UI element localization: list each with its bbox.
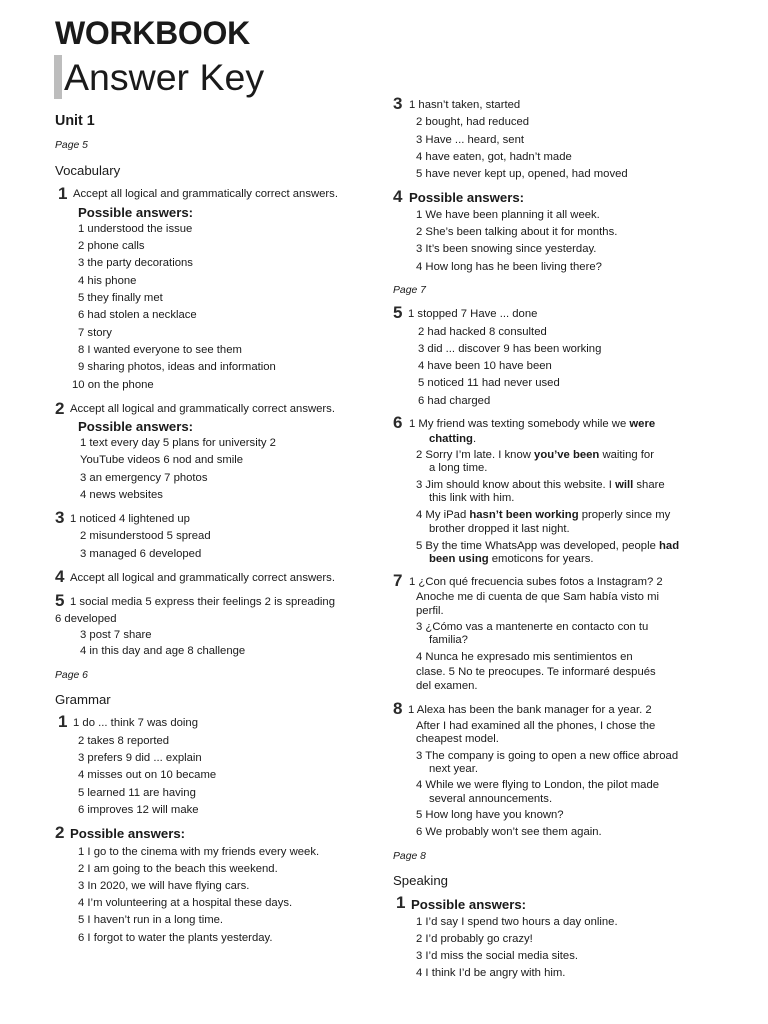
answer-line: 2 phone calls — [78, 240, 145, 252]
possible-answers-label: Possible answers: — [78, 205, 194, 220]
text-run: share — [633, 479, 665, 491]
unit-heading: Unit 1 — [55, 113, 95, 129]
exercise-number: 1 — [396, 893, 406, 912]
page-label-5: Page 5 — [55, 140, 88, 151]
page-label-7: Page 7 — [393, 285, 426, 296]
exercise-instruction: Accept all logical and grammatically correct answers. — [70, 403, 335, 415]
bold-run: hasn’t been working — [469, 509, 579, 521]
exercise-number: 5 — [393, 303, 403, 322]
answer-line — [416, 540, 679, 553]
text-run: properly since my — [578, 509, 671, 521]
page-label-8: Page 8 — [393, 851, 426, 862]
answer-line: After I had examined all the phones, I chose the — [416, 720, 656, 732]
section-vocabulary: Vocabulary — [55, 163, 121, 178]
exercise-number: 1 — [58, 712, 68, 731]
title-accent-bar — [54, 55, 62, 99]
answer-line: 4 in this day and age 8 challenge — [80, 645, 246, 657]
bold-run: been using — [429, 553, 489, 565]
bold-run: you’ve been — [534, 449, 600, 461]
answer-line: 3 I’d miss the social media sites. — [416, 950, 578, 962]
answer-line: 2 I’d probably go crazy! — [416, 933, 533, 945]
answer-line: 5 How long have you known? — [416, 809, 564, 821]
section-speaking: Speaking — [393, 873, 448, 888]
answer-line: 1 ¿Con qué frecuencia subes fotos a Instagram? 2 — [409, 576, 663, 588]
exercise-number: 6 — [393, 413, 403, 432]
answer-line: 4 How long has he been living there? — [416, 261, 602, 273]
answer-line: 5 noticed 11 had never used — [418, 377, 560, 389]
bold-run: had — [659, 540, 680, 552]
answer-line: 1 understood the issue — [78, 223, 193, 235]
answer-line: 5 they finally met — [78, 292, 163, 304]
answer-line: del examen. — [416, 680, 478, 692]
answer-line: 1 Alexa has been the bank manager for a year. 2 — [408, 704, 652, 716]
text-run: 4 My iPad — [416, 509, 470, 521]
answer-line: 6 had stolen a necklace — [78, 309, 197, 321]
answer-line: cheapest model. — [416, 733, 499, 745]
answer-line: clase. 5 No te preocupes. Te informaré después — [416, 666, 656, 678]
answer-line: 2 had hacked 8 consulted — [418, 326, 547, 338]
answer-line: 1 noticed 4 lightened up — [70, 513, 190, 525]
exercise-number: 4 — [55, 567, 65, 586]
answer-line: 5 I haven’t run in a long time. — [78, 914, 224, 926]
answer-line: 1 I go to the cinema with my friends every week. — [78, 846, 320, 858]
exercise-number: 3 — [55, 508, 65, 527]
possible-answers-label: Possible answers: — [409, 190, 525, 205]
answer-line: 4 I think I’d be angry with him. — [416, 967, 566, 979]
answer-line: 1 hasn’t taken, started — [409, 99, 521, 111]
answer-line — [429, 553, 594, 566]
answer-line: 1 text every day 5 plans for university 2 — [80, 437, 276, 449]
text-run: 1 My friend was texting somebody while we — [409, 418, 630, 430]
section-grammar: Grammar — [55, 692, 111, 707]
possible-answers-label: Possible answers: — [70, 826, 186, 841]
text-run: 5 By the time WhatsApp was developed, people — [416, 540, 660, 552]
answer-line: 1 do ... think 7 was doing — [73, 717, 198, 729]
possible-answers-label: Possible answers: — [78, 419, 194, 434]
answer-line: 3 Have ... heard, sent — [416, 134, 525, 146]
text-run: emoticons for years. — [488, 553, 594, 565]
answer-line: 1 We have been planning it all week. — [416, 209, 600, 221]
answer-line: Anoche me di cuenta de que Sam había visto mi — [416, 591, 660, 603]
text-run: waiting for — [599, 449, 654, 461]
answer-line: familia? — [429, 634, 468, 646]
answer-line: 5 learned 11 are having — [78, 787, 196, 799]
answer-line: 2 takes 8 reported — [78, 735, 170, 747]
answer-line: 7 story — [78, 327, 112, 339]
answer-line: 3 the party decorations — [78, 257, 193, 269]
page-label-6: Page 6 — [55, 670, 88, 681]
exercise-number: 1 — [58, 184, 68, 203]
exercise-instruction: Accept all logical and grammatically correct answers. — [73, 188, 338, 200]
bold-run: will — [615, 479, 634, 491]
answer-line: 3 In 2020, we will have flying cars. — [78, 880, 250, 892]
answer-line: 3 did ... discover 9 has been working — [418, 343, 602, 355]
answer-line: 1 stopped 7 Have ... done — [408, 308, 538, 320]
exercise-number: 3 — [393, 94, 403, 113]
answer-line: 4 have eaten, got, hadn’t made — [416, 151, 572, 163]
answer-key-title: Answer Key — [64, 56, 265, 98]
text-run: 3 Jim should know about this website. I — [416, 479, 616, 491]
answer-line: YouTube videos 6 nod and smile — [80, 454, 244, 466]
answer-line: 3 ¿Cómo vas a mantenerte en contacto con tu — [416, 621, 649, 633]
exercise-number: 7 — [393, 571, 403, 590]
answer-line: 3 prefers 9 did ... explain — [78, 752, 202, 764]
answer-line — [416, 479, 665, 492]
answer-line: 3 The company is going to open a new office abroad — [416, 750, 679, 762]
answer-line: 2 She’s been talking about it for months. — [416, 226, 618, 238]
answer-line: 4 Nunca he expresado mis sentimientos en — [416, 651, 633, 663]
answer-line: 4 While we were flying to London, the pilot made — [416, 779, 660, 791]
answer-line: 4 misses out on 10 became — [78, 769, 217, 781]
possible-answers-label: Possible answers: — [411, 897, 527, 912]
answer-line: 4 I’m volunteering at a hospital these days. — [78, 897, 293, 909]
exercise-instruction: Accept all logical and grammatically correct answers. — [70, 572, 335, 584]
answer-line: 2 bought, had reduced — [416, 116, 530, 128]
answer-line: a long time. — [429, 462, 488, 474]
answer-line: 10 on the phone — [72, 379, 154, 391]
exercise-number: 4 — [393, 187, 403, 206]
answer-line: 4 his phone — [78, 275, 137, 287]
bold-run: chatting — [429, 433, 473, 445]
answer-line: 5 have never kept up, opened, had moved — [416, 168, 628, 180]
answer-line: perfil. — [416, 605, 444, 617]
answer-line: 3 post 7 share — [80, 629, 152, 641]
answer-line: 2 I am going to the beach this weekend. — [78, 863, 278, 875]
answer-line: 6 had charged — [418, 395, 491, 407]
answer-line: 1 social media 5 express their feelings 2 is spreading — [70, 596, 335, 608]
text-run: 2 Sorry I’m late. I know — [416, 449, 535, 461]
answer-line — [416, 509, 670, 522]
workbook-title: WORKBOOK — [55, 15, 250, 51]
exercise-number: 2 — [55, 823, 65, 842]
answer-line: next year. — [429, 763, 478, 775]
answer-line: 3 managed 6 developed — [80, 548, 202, 560]
answer-line: 4 news websites — [80, 489, 163, 501]
answer-line: 6 I forgot to water the plants yesterday. — [78, 932, 273, 944]
answer-line: this link with him. — [429, 492, 515, 504]
answer-line: 6 We probably won’t see them again. — [416, 826, 602, 838]
answer-line — [429, 433, 476, 446]
exercise-number: 5 — [55, 591, 65, 610]
answer-line — [409, 418, 655, 431]
answer-line: 3 It’s been snowing since yesterday. — [416, 243, 597, 255]
bold-run: were — [629, 418, 656, 430]
exercise-number: 2 — [55, 399, 65, 418]
answer-line: 6 improves 12 will make — [78, 804, 199, 816]
answer-line: several announcements. — [429, 793, 553, 805]
answer-line: brother dropped it last night. — [429, 523, 570, 535]
answer-line: 2 misunderstood 5 spread — [80, 530, 211, 542]
answer-line: 3 an emergency 7 photos — [80, 472, 208, 484]
answer-line: 8 I wanted everyone to see them — [78, 344, 242, 356]
answer-line: 6 developed — [55, 613, 117, 625]
text-run: . — [472, 433, 477, 445]
answer-line: 4 have been 10 have been — [418, 360, 552, 372]
exercise-number: 8 — [393, 699, 403, 718]
answer-line: 1 I’d say I spend two hours a day online. — [416, 916, 618, 928]
answer-line: 9 sharing photos, ideas and information — [78, 361, 276, 373]
answer-line — [416, 449, 654, 462]
